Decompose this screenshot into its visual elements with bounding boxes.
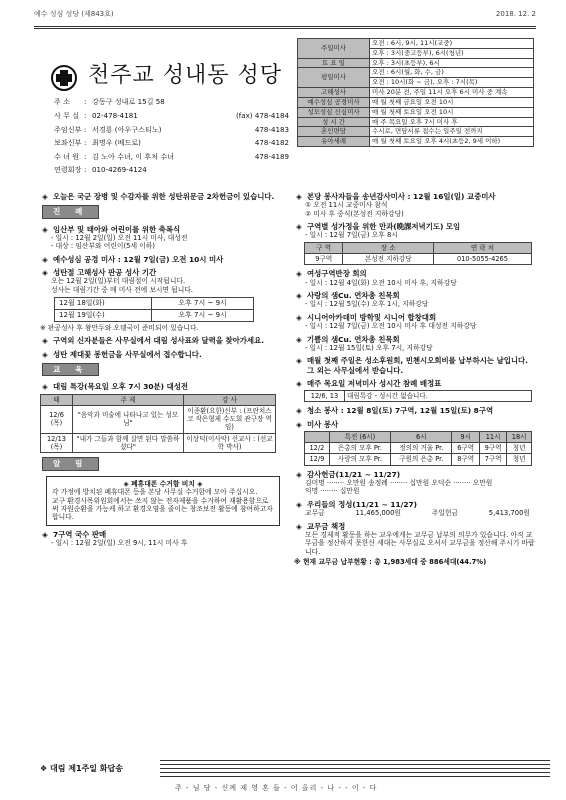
info-extra: (fax) 478-4184: [236, 110, 289, 120]
right-column: [294, 188, 536, 567]
diamond-bullet-icon: ◈: [296, 192, 302, 201]
schedule-head: 예수성심 공경미사: [298, 97, 370, 107]
diamond-bullet-icon: ◈: [296, 419, 302, 429]
list-item: [40, 255, 280, 264]
list-item: [294, 313, 536, 322]
item-title: 임산부 및 태아와 어린이를 위한 축복식: [53, 224, 181, 234]
table-cell: 본성전 지하강당: [343, 254, 434, 265]
table-cell: "음악과 미술에 나타나고 있는 성모님": [73, 405, 184, 433]
table-header: 9시: [452, 431, 479, 442]
item-title: 시니어아카데미 방학및 시니어 합창대회: [307, 312, 437, 322]
offering-value: 11,465,000원: [355, 509, 401, 518]
diamond-bullet-icon: ◈: [296, 469, 302, 479]
item-detail: 오는 12월 2일(일)부터 대림절이 시작됩니다.: [51, 277, 186, 286]
schedule-line: 오후 : 3시(중고등부), 6시(청년): [370, 48, 534, 58]
item-title: 미사 봉사: [307, 419, 339, 429]
list-item: [40, 530, 280, 539]
list-item: [294, 379, 536, 388]
item-title: 사랑의 샘Cu. 연차총 친목회: [307, 291, 400, 301]
schedule-line: 매 주 목요일 오후 7시 미사 후: [370, 117, 534, 127]
bulletin-date: 2018. 12. 2: [495, 10, 536, 18]
intro-text: 오늘은 국군 장병 및 수감자를 위한 성탄위문금 2차헌금이 있습니다.: [53, 192, 275, 201]
list-item: [40, 382, 280, 391]
table-row: [55, 298, 254, 310]
info-row: 주 소 : 강동구 성내로 15길 58: [54, 96, 289, 110]
table-cell: 12월 19일(수): [55, 310, 152, 322]
diamond-bullet-icon: ◈: [296, 291, 302, 301]
notice-box: [46, 476, 280, 526]
item-title: 성탄절 고해성사 판공 성사 기간: [53, 268, 157, 278]
schedule-line: 매 월 첫째 토요일 오후 4시(초등2, 9세 이하): [370, 137, 534, 147]
item-title: 예수성심 공경 미사 : 12월 7일(금) 오전 10시 미사: [53, 254, 224, 264]
table-header: 장 소: [343, 242, 434, 253]
info-value: 강동구 성내로 15길 58: [92, 97, 165, 107]
table-header: 6시: [391, 431, 452, 442]
item-title: 구역외 신자분들은 사무실에서 대림 성사표와 달력을 찾아가세요.: [53, 336, 265, 346]
item-detail: ② 미사 후 중식(본성전 지하강당): [305, 209, 404, 218]
schedule-row: [298, 68, 534, 78]
bulletin-number: 예수 성심 성당 (제843호): [34, 10, 114, 18]
table-row: [41, 433, 276, 452]
section-heading: 알 림: [42, 457, 99, 470]
item-detail: - 일시 : 12월 7일(금) 오전 10시 미사 후 대성전 지하강당: [305, 322, 477, 331]
table-cell: 7구역: [479, 454, 506, 465]
list-item: [294, 192, 536, 201]
thanks-names: 김미명 ········ 오만원 송정례 ········ 십만원 오덕순 ········ 오만원: [305, 478, 493, 487]
table-header: 때: [41, 394, 73, 405]
list-item: [40, 336, 280, 345]
offering-value: 5,413,700원: [488, 509, 530, 518]
table-cell: 12/6 (목): [41, 405, 73, 433]
table-row: [305, 431, 532, 442]
info-row: 사 무 실 : 02-478-4181 (fax) 478-4184: [54, 110, 289, 120]
intro-item: [40, 192, 280, 201]
info-extra: 478-4183: [254, 124, 289, 134]
diamond-bullet-icon: ◈: [296, 521, 302, 531]
info-row: 보좌신부 : 최명우 (베드로) 478-4182: [54, 138, 289, 148]
diamond-bullet-icon: ◈: [296, 499, 302, 509]
lecture-table: [40, 394, 276, 453]
section-heading: 진 례: [42, 205, 99, 218]
schedule-line: 오전 : 6시, 9시, 11시(교중): [370, 39, 534, 49]
schedule-head: 혼인면담: [298, 127, 370, 137]
notice-paragraph: 교구 환경사목위원회에서는 쓰지 않는 전자제품을 수거하여 재활용함으로써 자원순환을 가능케 하고 환경오염을 줄이는 창조보전 활동에 참여하고자 합니다.: [52, 496, 273, 522]
header-bar: [34, 10, 536, 24]
notice-title: ◈ 폐휴대폰 수거함 비치 ◈: [123, 479, 203, 488]
schedule-line: 미사 20분 전, 주일 11시 오후 6시 미사 중 계속: [370, 88, 534, 98]
table-cell: 사랑의 모후 Pr.: [329, 454, 390, 465]
schedule-row: [298, 88, 534, 98]
diamond-bullet-icon: ◈: [42, 382, 48, 392]
info-key: 수 녀 원: [54, 151, 80, 161]
mass-service-table: [304, 431, 532, 466]
diamond-bullet-icon: ◈: [42, 349, 48, 359]
schedule-head: 토 요 일: [298, 58, 370, 68]
schedule-head: 주일미사: [298, 39, 370, 59]
item-title: 우리들의 정성(11/21 ~ 11/27): [307, 499, 418, 509]
header-rule-thin: [34, 28, 536, 29]
table-cell: 이종환(요한)신부 : (프란치스코 작은형제 수도회 관구장 역임): [184, 405, 276, 433]
item-title: 매주 목요일 저녁미사 성시간 참례 배정표: [307, 378, 442, 388]
parish-info: [54, 96, 289, 178]
diamond-bullet-icon: ◈: [42, 224, 48, 234]
table-row: [305, 254, 532, 265]
table-cell: 청년: [507, 454, 532, 465]
table-row: [305, 242, 532, 253]
offering-row: [294, 509, 536, 517]
table-cell: 010-5055-4265: [434, 254, 532, 265]
table-header: 강 사: [184, 394, 276, 405]
table-row: [41, 394, 276, 405]
diamond-bullet-icon: ◈: [296, 269, 302, 279]
cross-logo-icon: [51, 65, 77, 91]
table-cell: 이상덕(이사악) 선교사 : (선교학 박사): [184, 433, 276, 452]
table-cell: 9구역: [305, 254, 343, 265]
item-title: 본당 봉사자들을 송년감사미사 : 12월 16일(일) 교중미사: [307, 192, 496, 201]
table-cell: 정의의 거울 Pr.: [391, 443, 452, 454]
psalm-title: 대림 제1주일 화답송: [49, 764, 123, 773]
item-title: 청소 봉사 : 12월 8일(토) 7구역, 12월 15일(토) 8구역: [307, 406, 494, 416]
diamond-bullet-icon: ❖: [40, 764, 50, 773]
schedule-line: 수시로, 면담서류 접수는 일주일 전까지: [370, 127, 534, 137]
table-cell: 은총의 모후 Pr.: [329, 443, 390, 454]
thanks-names: 익명 ········ 십만원: [305, 487, 360, 496]
list-item: [40, 350, 280, 359]
schedule-head: 성모성심 신심미사: [298, 107, 370, 117]
info-key: 보좌신부: [54, 138, 82, 148]
info-row: 연령회장 : 010-4269-4124: [54, 164, 289, 178]
item-detail: ① 오전 11시 교중미사 참석: [305, 201, 388, 210]
diamond-bullet-icon: ◈: [296, 356, 302, 366]
schedule-head: 유아세례: [298, 137, 370, 147]
table-cell: "내가 그들과 함께 살면 된다 말씀하셨다": [73, 433, 184, 452]
item-title: 구역별 성가정을 위한 만과(晩課저녁기도) 모임: [307, 222, 461, 232]
schedule-line: 오전 : 6시(월, 화, 수, 금): [370, 68, 534, 78]
item-title: 7구역 국수 판매: [53, 529, 107, 539]
gu-table: [304, 242, 532, 265]
diamond-bullet-icon: ◈: [42, 192, 48, 201]
table-header: 구 역: [305, 242, 343, 253]
offering-label: 교무금: [305, 509, 325, 518]
diamond-bullet-icon: ◈: [42, 336, 48, 346]
table-header: 특전 (6시): [329, 431, 390, 442]
table-header: 연 락 처: [434, 242, 532, 253]
schedule-line: 오전 : 10시(화 ~ 금), 오후 : 7시(목): [370, 78, 534, 88]
info-extra: 478-4182: [254, 138, 289, 148]
info-value: 최명우 (베드로): [92, 138, 141, 148]
list-item: [40, 225, 280, 234]
info-extra: 478-4189: [254, 151, 289, 161]
diamond-bullet-icon: ◈: [296, 312, 302, 322]
section-heading: 교 육: [42, 363, 99, 376]
item-title: 대림 특강(목요일 오후 7시 30분) 대성전: [53, 382, 189, 392]
info-row: 수 녀 원 : 김 노아 수녀, 이 후처 수녀 478-4189: [54, 151, 289, 161]
table-cell: 8구역: [452, 454, 479, 465]
thursday-table: [304, 390, 532, 402]
item-title: 매월 첫째 주일은 성소후원회, 빈첸시오회비를 납부하시는 날입니다. 그 외는 사무실에서 받습니다.: [307, 356, 528, 375]
schedule-row: [298, 107, 534, 117]
item-detail: - 일시 : 12월 4일(화) 오전 10시 미사 후, 지하강당: [305, 278, 457, 287]
music-staff: [160, 760, 550, 782]
footer-label: [40, 764, 123, 774]
item-title: 여성구역반장 회의: [307, 269, 367, 279]
confession-note: ※ 판공성사 후 왕만두와 오뎅국이 준비되어 있습니다.: [40, 323, 199, 332]
diamond-bullet-icon: ◈: [296, 378, 302, 388]
table-row: [305, 443, 532, 454]
table-cell: 구원의 은총 Pr.: [391, 454, 452, 465]
confession-table: [54, 297, 254, 322]
list-item: [294, 522, 536, 531]
notice-paragraph: 각 가정에 방치된 폐휴대폰 등을 본당 사무실 수거함에 모아 주십시오.: [52, 488, 258, 497]
diamond-bullet-icon: ◈: [42, 254, 48, 264]
left-column: [40, 188, 280, 548]
tithe-note: ※ 현재 교무금 납부현황 : 총 1,983세대 중 886세대(44.7%): [294, 558, 487, 567]
table-cell: 대림특강 - 성시간 없습니다.: [345, 391, 532, 402]
schedule-row: [298, 117, 534, 127]
list-item: [294, 356, 536, 375]
info-value: 02-478-4181: [92, 110, 138, 120]
parish-title: 천주교 성내동 성당: [88, 63, 283, 88]
table-cell: 6구역: [452, 443, 479, 454]
header-rule: [34, 26, 536, 27]
info-value: 김 노아 수녀, 이 후처 수녀: [92, 151, 175, 161]
schedule-line: 매 월 첫째 금요일 오전 10시: [370, 97, 534, 107]
item-title: 성탄 제대꽃 봉헌금을 사무실에서 접수합니다.: [53, 349, 202, 359]
table-row: [55, 310, 254, 322]
table-cell: 12/9: [305, 454, 330, 465]
diamond-bullet-icon: ◈: [296, 406, 302, 416]
schedule-head: 성 시 간: [298, 117, 370, 127]
diamond-bullet-icon: ◈: [42, 268, 48, 278]
tithe-paragraph: 모든 경제적 활동을 하는 교우에게는 교무금 납부의 의무가 있습니다. 아직 교무금을 정산하지 못한신 세대는 사무실로 오셔서 교무금을 정산해 주시기 바랍니다.: [305, 530, 535, 556]
table-cell: 청년: [507, 443, 532, 454]
table-cell: 12/6, 13: [305, 391, 345, 402]
schedule-head: 고해성사: [298, 88, 370, 98]
item-title: 교무금 책정: [307, 521, 346, 531]
table-row: [305, 454, 532, 465]
diamond-bullet-icon: ◈: [296, 334, 302, 344]
schedule-line: 매 월 첫째 토요일 오전 10시: [370, 107, 534, 117]
info-key: 사 무 실: [54, 110, 80, 120]
table-cell: 12월 18일(화): [55, 298, 152, 310]
item-title: 감사헌금(11/21 ~ 11/27): [307, 469, 401, 479]
table-cell: 오후 7시 ~ 9시: [152, 298, 254, 310]
info-row: 주임신부 : 서경룡 (아우구스티노) 478-4183: [54, 124, 289, 134]
table-cell: 12/2: [305, 443, 330, 454]
item-detail: - 일시 : 12월 2일(일) 오전 11시 미사, 대성전: [51, 233, 188, 242]
offering-label: 주일헌금: [431, 509, 459, 518]
table-header: 11시: [479, 431, 506, 442]
item-detail: - 일시 : 12월 5일(수) 오후 1시, 지하강당: [305, 300, 429, 309]
diamond-bullet-icon: ◈: [42, 529, 48, 539]
schedule-row: [298, 58, 534, 68]
list-item: [294, 500, 536, 509]
item-detail: - 일시 : 12월 2일(일) 오전 9시, 11시 미사 후: [51, 539, 188, 548]
schedule-row: [298, 39, 534, 49]
list-item: [294, 269, 536, 278]
item-title: 기쁨의 샘Cu. 연차총 친목회: [307, 334, 400, 344]
table-cell: 오후 7시 ~ 9시: [152, 310, 254, 322]
schedule-row: [298, 127, 534, 137]
diamond-bullet-icon: ◈: [296, 222, 302, 232]
schedule-row: [298, 137, 534, 147]
info-value: 서경룡 (아우구스티노): [92, 124, 162, 134]
table-cell: 12/13 (목): [41, 433, 73, 452]
table-cell: 9구역: [479, 443, 506, 454]
table-row: [41, 405, 276, 433]
item-detail: 성사는 대림기간 중 매 미사 전에 보시면 됩니다.: [51, 285, 194, 294]
list-item: [294, 406, 536, 415]
info-key: 주임신부: [54, 124, 82, 134]
table-row: [305, 391, 532, 402]
info-key: 주 소: [54, 97, 70, 107]
table-header: 18시: [507, 431, 532, 442]
list-item: [294, 420, 536, 429]
schedule-row: [298, 97, 534, 107]
list-item: [294, 470, 536, 479]
list-item: [294, 335, 536, 344]
item-detail: - 일시 : 12월 15일(토) 오후 7시, 지하강당: [305, 343, 433, 352]
info-key: 연령회장: [54, 165, 82, 175]
table-header: 주 제: [73, 394, 184, 405]
table-header: [305, 431, 330, 442]
schedule-line: 오후 : 3시(초등부), 6시: [370, 58, 534, 68]
info-value: 010-4269-4124: [92, 165, 147, 175]
mass-schedule-table: [297, 38, 534, 147]
schedule-head: 평일미사: [298, 68, 370, 88]
item-detail: - 일시 : 12월 7일(금) 오후 8시: [305, 231, 398, 240]
item-detail: - 대상 : 임산부와 어린이(5세 이하): [51, 242, 155, 251]
lyrics: 주 - 님 당 - 신께 제 영 혼 들 - 어 올리 - 나 - - 이 - 다: [175, 784, 378, 792]
